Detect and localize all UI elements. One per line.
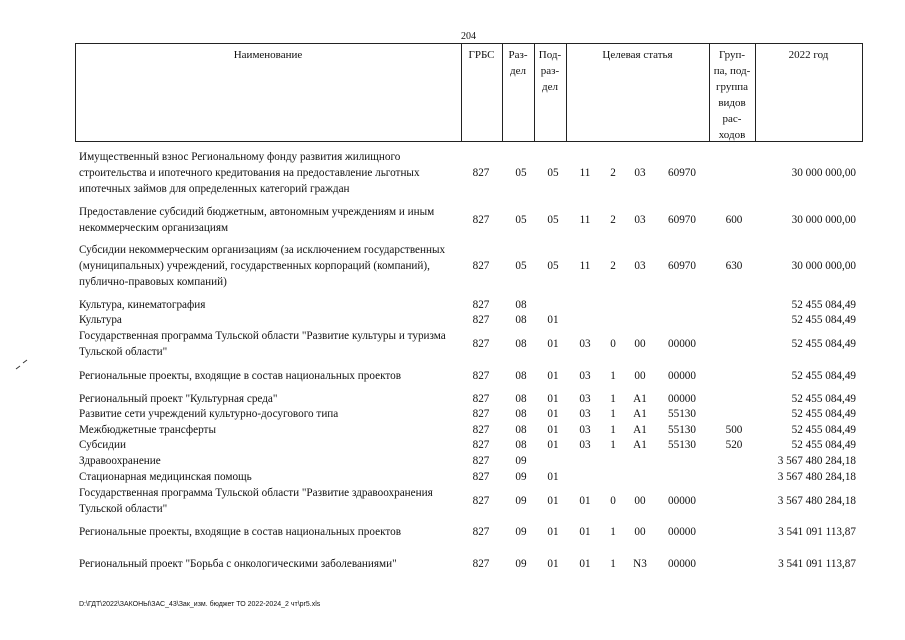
cell-razdel: 05 [515,260,527,272]
row-name: Региональные проекты, входящие в состав национальных проектов [79,370,401,382]
cell-target-1: 03 [579,393,591,405]
row-name: Межбюджетные трансферты [79,424,216,436]
row-name: Субсидии некоммерческим организациям (за исключением государственных (муниципальных) учреждений, государственных корпораций (компаний), публично-правовых компаний) [79,244,446,288]
cell-razdel: 08 [515,424,527,436]
cell-target-3: 03 [634,214,646,226]
cell-target-3: A1 [633,408,647,420]
cell-target-3: 00 [634,338,646,350]
cell-target-4: 00000 [668,495,696,507]
cell-grbs: 827 [472,424,490,436]
row-name: Региональный проект "Культурная среда" [79,393,278,405]
cell-gruppa: 600 [725,214,743,226]
cell-target-4: 00000 [668,338,696,350]
cell-razdel: 08 [515,338,527,350]
cell-target-4: 55130 [668,439,696,451]
row-name: Здравоохранение [79,455,161,467]
cell-target-4: 00000 [668,393,696,405]
cell-target-1: 03 [579,370,591,382]
row-name: Имущественный взнос Региональному фонду развития жилищного строительства и ипотечного кредитования на предоставление льготных ипотечных займов для определенных категорий граждан [79,151,420,195]
cell-amount: 52 455 084,49 [791,408,856,420]
cell-gruppa: 500 [725,424,743,436]
cell-amount: 30 000 000,00 [791,167,856,179]
cell-grbs: 827 [472,314,490,326]
cell-target-2: 0 [610,338,616,350]
cell-target-2: 0 [610,495,616,507]
cell-target-2: 2 [610,167,616,179]
cell-target-3: 03 [634,260,646,272]
header-podrazdel: Под- раз- дел [538,49,562,93]
cell-razdel: 09 [515,495,527,507]
cell-amount: 3 541 091 113,87 [778,526,856,538]
row-name: Стационарная медицинская помощь [79,471,252,483]
cell-target-1: 03 [579,338,591,350]
row-name: Региональные проекты, входящие в состав национальных проектов [79,526,401,538]
cell-amount: 3 567 480 284,18 [777,471,856,483]
cell-target-4: 00000 [668,558,696,570]
cell-target-1: 03 [579,439,591,451]
cell-amount: 3 567 480 284,18 [777,495,856,507]
cell-target-2: 1 [610,558,616,570]
cell-target-2: 1 [610,439,616,451]
cell-target-2: 1 [610,370,616,382]
pen-mark [15,357,29,371]
cell-podrazdel: 01 [547,495,559,507]
cell-target-4: 55130 [668,408,696,420]
cell-target-3: A1 [633,424,647,436]
table-header [75,43,863,142]
cell-grbs: 827 [472,393,490,405]
cell-razdel: 09 [515,526,527,538]
cell-grbs: 827 [472,167,490,179]
file-path-footer: D:\ГДТ\2022\ЗАКОНЫ\ЗАС_43\Зак_изм. бюджет ТО 2022-2024_2 чт\pr5.xls [79,601,321,608]
cell-target-1: 03 [579,408,591,420]
cell-target-1: 11 [579,260,591,272]
cell-grbs: 827 [472,299,490,311]
cell-podrazdel: 05 [547,214,559,226]
cell-podrazdel: 05 [547,260,559,272]
cell-podrazdel: 01 [547,471,559,483]
cell-podrazdel: 01 [547,439,559,451]
cell-podrazdel: 01 [547,558,559,570]
cell-razdel: 08 [515,299,527,311]
header-name: Наименование [233,49,303,61]
header-year: 2022 год [788,49,829,61]
row-name: Субсидии [79,439,126,451]
cell-amount: 52 455 084,49 [791,393,856,405]
cell-amount: 52 455 084,49 [791,370,856,382]
cell-grbs: 827 [472,214,490,226]
cell-amount: 30 000 000,00 [791,260,856,272]
cell-target-3: N3 [633,558,647,570]
cell-grbs: 827 [472,408,490,420]
cell-grbs: 827 [472,338,490,350]
cell-target-1: 01 [579,495,591,507]
cell-podrazdel: 01 [547,338,559,350]
cell-target-1: 11 [579,214,591,226]
cell-target-4: 60970 [668,167,696,179]
cell-podrazdel: 01 [547,408,559,420]
cell-target-3: 00 [634,495,646,507]
header-razdel: Раз- дел [508,49,528,77]
cell-podrazdel: 05 [547,167,559,179]
cell-target-2: 1 [610,526,616,538]
cell-podrazdel: 01 [547,393,559,405]
cell-razdel: 08 [515,370,527,382]
cell-target-4: 55130 [668,424,696,436]
row-name: Развитие сети учреждений культурно-досугового типа [79,408,339,420]
cell-grbs: 827 [472,471,490,483]
cell-target-2: 1 [610,424,616,436]
cell-target-4: 00000 [668,370,696,382]
cell-razdel: 08 [515,393,527,405]
cell-amount: 3 541 091 113,87 [778,558,856,570]
cell-grbs: 827 [472,439,490,451]
cell-razdel: 08 [515,314,527,326]
cell-grbs: 827 [472,455,490,467]
cell-target-3: 00 [634,370,646,382]
cell-grbs: 827 [472,526,490,538]
row-name: Государственная программа Тульской области "Развитие культуры и туризма Тульской области" [79,330,446,358]
cell-target-1: 01 [579,558,591,570]
cell-amount: 52 455 084,49 [791,338,856,350]
cell-target-3: 03 [634,167,646,179]
cell-razdel: 05 [515,214,527,226]
cell-podrazdel: 01 [547,526,559,538]
cell-gruppa: 520 [725,439,743,451]
cell-podrazdel: 01 [547,424,559,436]
cell-target-2: 2 [610,260,616,272]
cell-podrazdel: 01 [547,370,559,382]
cell-amount: 52 455 084,49 [791,299,856,311]
cell-grbs: 827 [472,558,490,570]
cell-target-2: 2 [610,214,616,226]
page-number: 204 [461,31,476,42]
cell-amount: 30 000 000,00 [791,214,856,226]
row-name: Культура [79,314,122,326]
cell-razdel: 08 [515,408,527,420]
cell-target-3: A1 [633,439,647,451]
cell-target-2: 1 [610,393,616,405]
cell-razdel: 09 [515,558,527,570]
cell-target-4: 60970 [668,260,696,272]
cell-target-1: 03 [579,424,591,436]
cell-grbs: 827 [472,370,490,382]
cell-amount: 3 567 480 284,18 [777,455,856,467]
cell-gruppa: 630 [725,260,743,272]
cell-target-4: 60970 [668,214,696,226]
row-name: Региональный проект "Борьба с онкологическими заболеваниями" [79,558,397,570]
cell-grbs: 827 [472,495,490,507]
cell-target-4: 00000 [668,526,696,538]
row-name: Государственная программа Тульской области "Развитие здравоохранения Тульской области" [79,487,433,515]
cell-razdel: 08 [515,439,527,451]
header-gruppa: Груп- па, под- группа видов рас- ходов [713,49,751,141]
cell-target-3: A1 [633,393,647,405]
cell-razdel: 05 [515,167,527,179]
row-name: Предоставление субсидий бюджетным, автономным учреждениям и иным некоммерческим организациям [79,206,435,234]
cell-target-1: 11 [579,167,591,179]
cell-podrazdel: 01 [547,314,559,326]
cell-target-2: 1 [610,408,616,420]
header-tselevaya: Целевая статья [602,49,673,61]
row-name: Культура, кинематография [79,299,206,311]
header-grbs: ГРБС [468,49,495,61]
cell-razdel: 09 [515,455,527,467]
cell-amount: 52 455 084,49 [791,424,856,436]
cell-target-3: 00 [634,526,646,538]
cell-target-1: 01 [579,526,591,538]
cell-amount: 52 455 084,49 [791,439,856,451]
cell-amount: 52 455 084,49 [791,314,856,326]
cell-razdel: 09 [515,471,527,483]
cell-grbs: 827 [472,260,490,272]
